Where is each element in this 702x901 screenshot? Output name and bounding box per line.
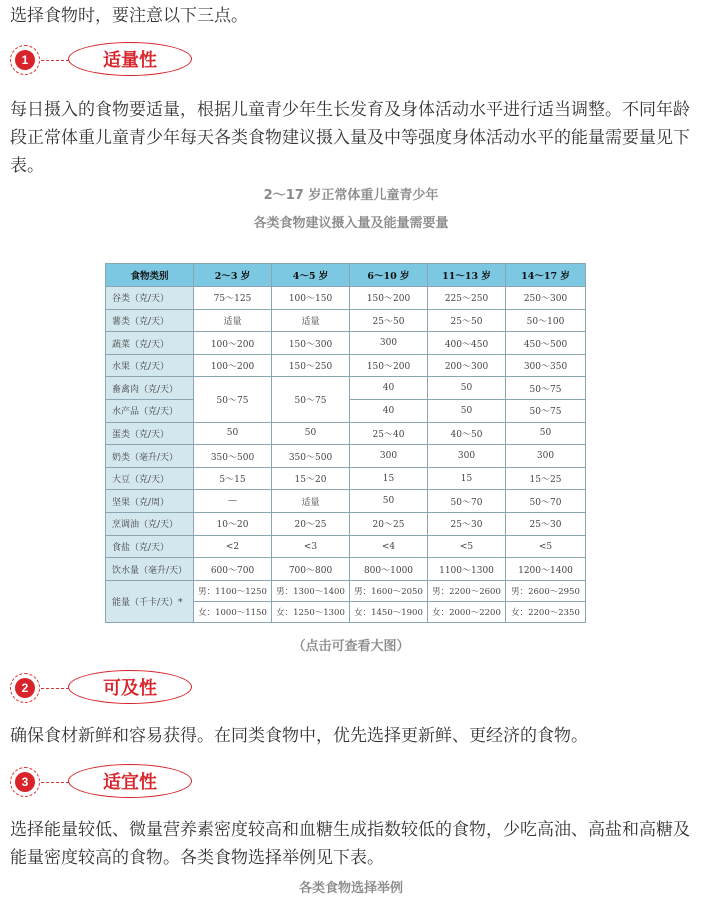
section-title: 适量性 bbox=[68, 42, 192, 76]
table-row-energy-female: 女：1000～1150 女：1250～1300 女：1450～1900 女：2000～2200 女：2200～2350 bbox=[106, 601, 586, 622]
table-row: 坚果（克/周） — 适量 50 50～70 50～70 bbox=[106, 490, 586, 513]
section-title: 适宜性 bbox=[68, 764, 192, 798]
view-large-image-link[interactable]: （点击可查看大图） bbox=[292, 639, 410, 654]
table-header-row: 食物类别 2～3 岁 4～5 岁 6～10 岁 11～13 岁 14～17 岁 bbox=[106, 264, 586, 287]
table-row: 烹调油（克/天） 10～20 20～25 20～25 25～30 25～30 bbox=[106, 513, 586, 536]
table-row: 水果（克/天） 100～200 150～250 150～200 200～300 300～350 bbox=[106, 354, 586, 377]
food-intake-table-image[interactable] bbox=[105, 263, 585, 623]
table2-caption: 各类食物选择举例 bbox=[298, 881, 403, 896]
section-2-text: 确保食材新鲜和容易获得。在同类食物中，优先选择更新鲜、更经济的食物。 bbox=[10, 726, 588, 746]
section-1-text: 每日摄入的食物要适量，根据儿童青少年生长发育及身体活动水平进行适当调整。不同年龄段正常体重儿童青少年每天各类食物建议摄入量及中等强度身体活动水平的能量需要量见下表。 bbox=[10, 100, 690, 176]
section-number-badge: 1 bbox=[10, 45, 40, 75]
section-number-badge: 2 bbox=[10, 673, 40, 703]
section-number-badge: 3 bbox=[10, 767, 40, 797]
table-row: 水产品（克/天） 40 50 50～75 bbox=[106, 400, 586, 423]
section-title: 可及性 bbox=[68, 670, 192, 704]
table-caption-line2: 各类食物建议摄入量及能量需要量 bbox=[253, 216, 449, 231]
table-row: 蛋类（克/天） 50 50 25～40 40～50 50 bbox=[106, 422, 586, 445]
table-row-energy-male: 能量（千卡/天）* 男：1100～1250 男：1300～1400 男：1600～2050 男：2200～2600 男：2600～2950 bbox=[106, 580, 586, 601]
table-row: 大豆（克/天） 5～15 15～20 15 15 15～25 bbox=[106, 467, 586, 490]
section-3-text: 选择能量较低、微量营养素密度较高和血糖生成指数较低的食物，少吃高油、高盐和高糖及能量密度较高的食物。各类食物选择举例见下表。 bbox=[10, 820, 690, 868]
intro-text: 选择食物时，要注意以下三点。 bbox=[10, 6, 248, 26]
section-header-3 bbox=[8, 762, 198, 802]
table-caption-line1: 2～17 岁正常体重儿童青少年 bbox=[263, 188, 439, 203]
table-row: 奶类（毫升/天） 350～500 350～500 300 300 300 bbox=[106, 445, 586, 468]
table-row: 饮水量（毫升/天） 600～700 700～800 800～1000 1100～1300 1200～1400 bbox=[106, 558, 586, 581]
food-intake-table bbox=[105, 263, 586, 623]
section-header-2 bbox=[8, 668, 198, 708]
table-row: 薯类（克/天） 适量 适量 25～50 25～50 50～100 bbox=[106, 309, 586, 332]
table-row: 谷类（克/天） 75～125 100～150 150～200 225～250 250～300 bbox=[106, 287, 586, 310]
table-row: 蔬菜（克/天） 100～200 150～300 300 400～450 450～500 bbox=[106, 332, 586, 355]
table-row: 畜禽肉（克/天） 50～75 50～75 40 50 50～75 bbox=[106, 377, 586, 400]
section-header-1 bbox=[8, 40, 198, 80]
table-row: 食盐（克/天） <2 <3 <4 <5 <5 bbox=[106, 535, 586, 558]
